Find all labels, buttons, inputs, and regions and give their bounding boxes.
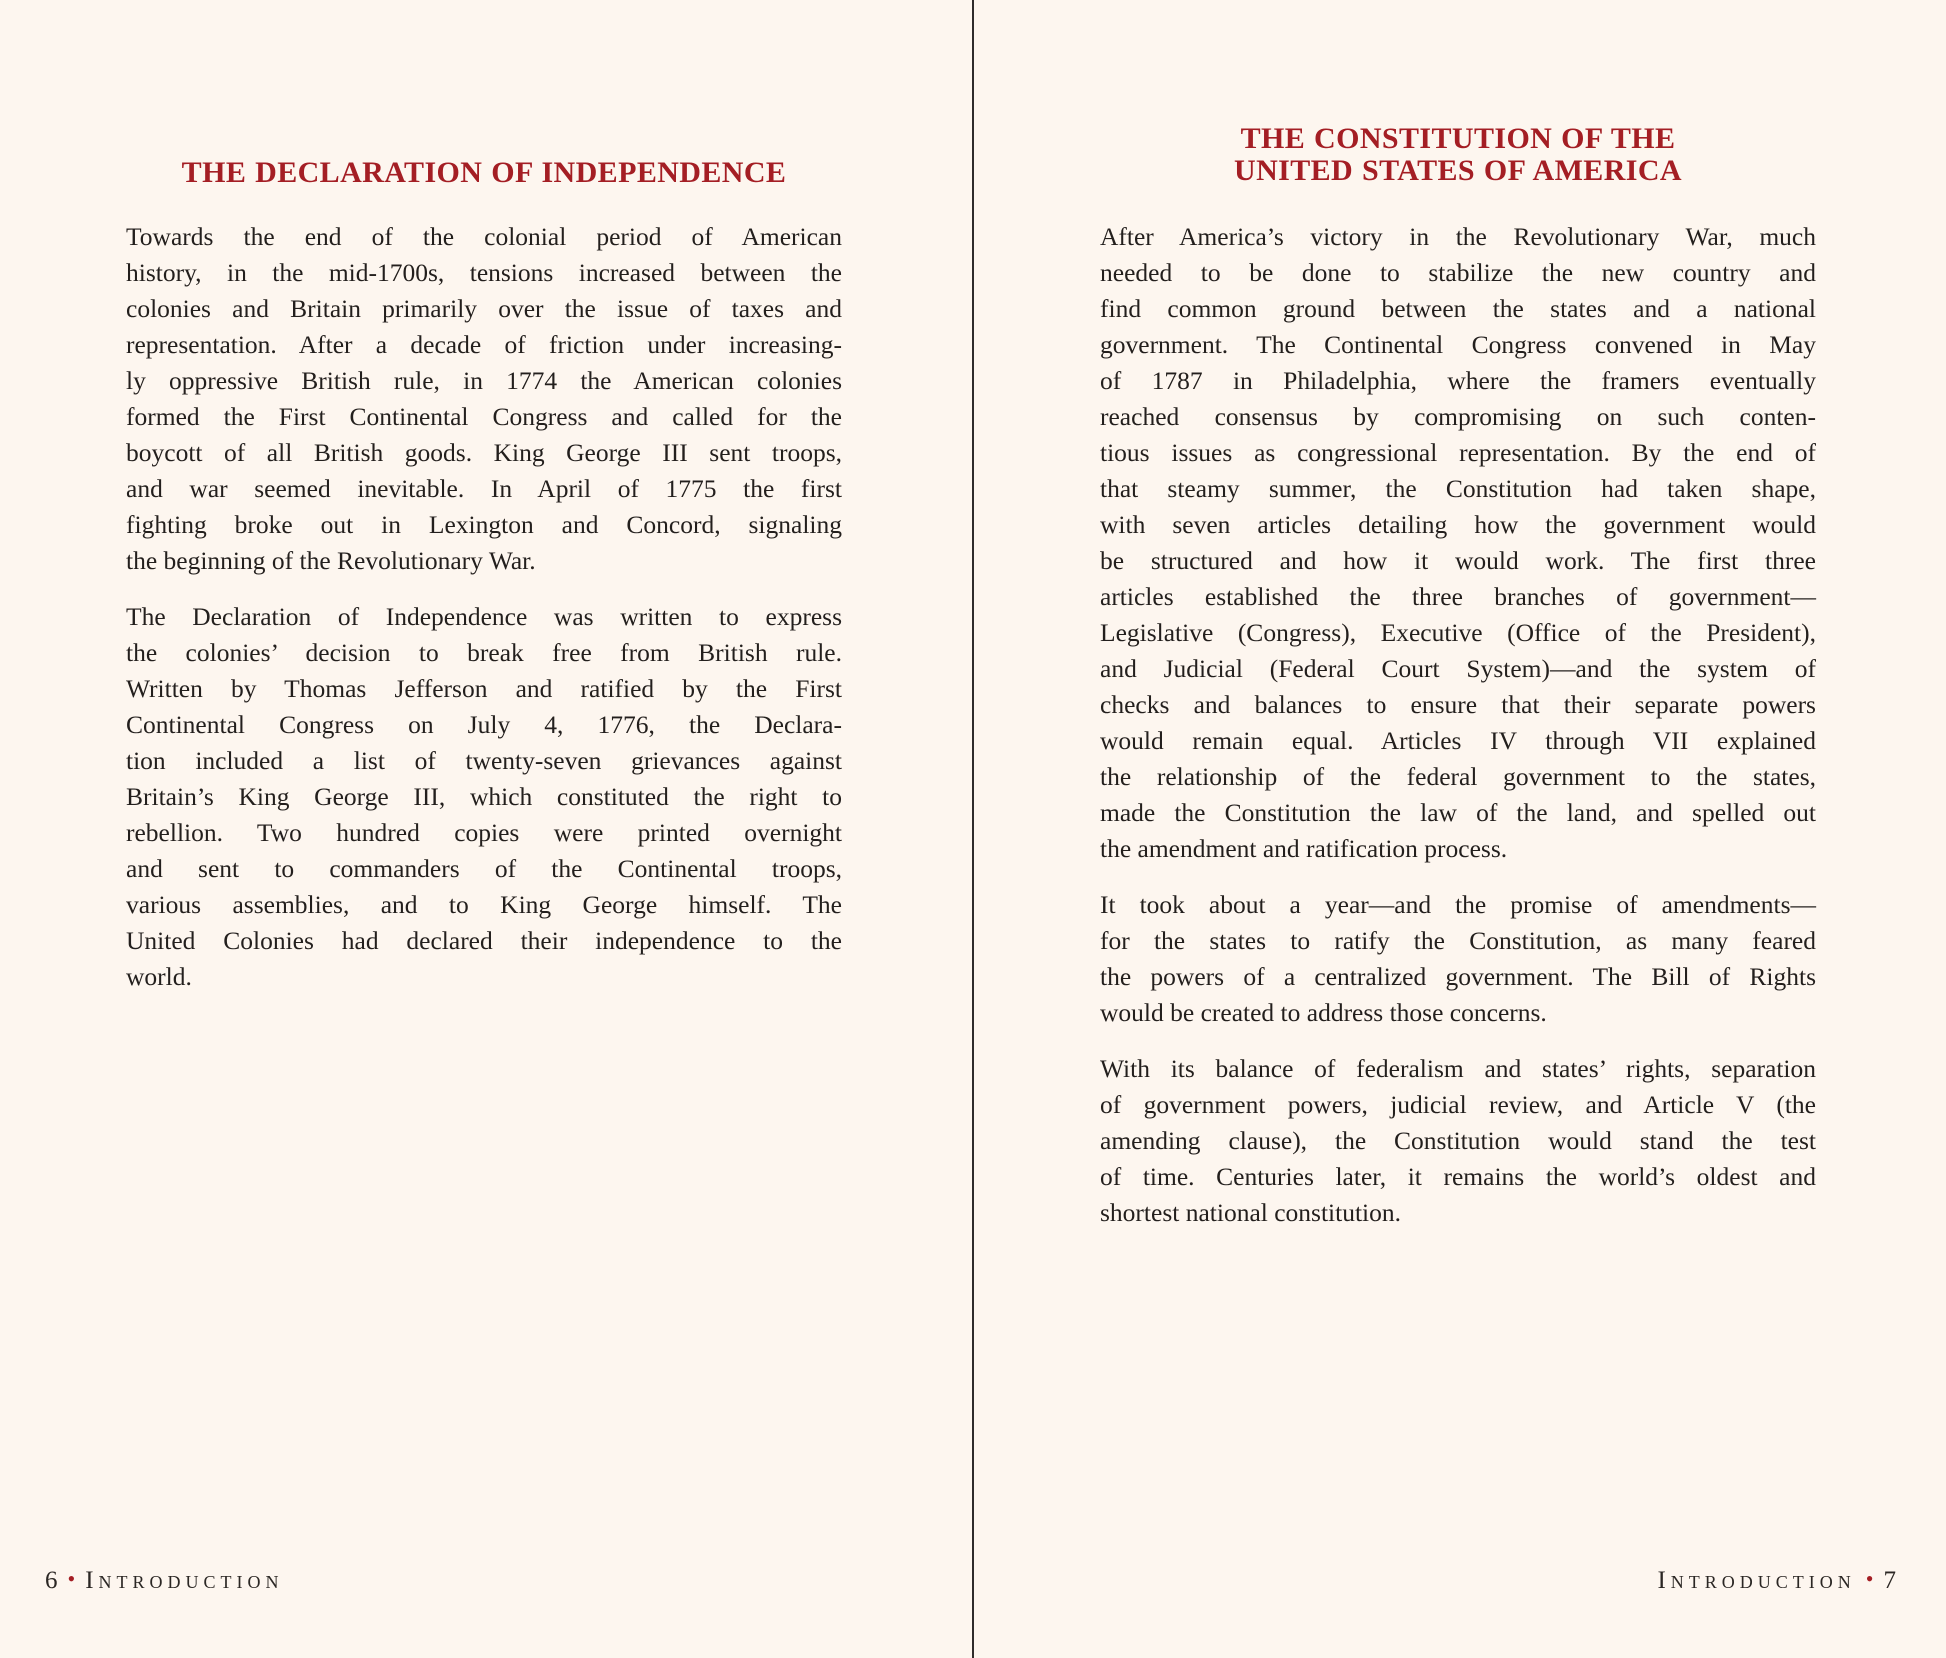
text-line: government. The Continental Congress convened in May bbox=[1100, 330, 1816, 359]
paragraph bbox=[1100, 219, 1816, 867]
text-line: the amendment and ratification process. bbox=[1100, 834, 1508, 863]
right-heading-line1: THE CONSTITUTION OF THE bbox=[1240, 122, 1676, 155]
text-line: history, in the mid-1700s, tensions increased between the bbox=[126, 258, 842, 287]
text-line: world. bbox=[126, 962, 192, 991]
left-page-number: 6 bbox=[45, 1567, 58, 1594]
text-line: It took about a year—and the promise of amendments— bbox=[1100, 890, 1816, 919]
text-line: be structured and how it would work. The first three bbox=[1100, 546, 1816, 575]
text-line: United Colonies had declared their independence to the bbox=[126, 926, 842, 955]
text-line: of time. Centuries later, it remains the world’s oldest and bbox=[1100, 1162, 1816, 1191]
text-line: checks and balances to ensure that their separate powers bbox=[1100, 690, 1816, 719]
text-line: with seven articles detailing how the government would bbox=[1100, 510, 1816, 539]
paragraph bbox=[126, 599, 842, 995]
text-line: tion included a list of twenty-seven grievances against bbox=[126, 746, 842, 775]
footer-bullet: • bbox=[67, 1566, 76, 1591]
text-line: Continental Congress on July 4, 1776, the Declara- bbox=[126, 710, 842, 739]
text-line: tious issues as congressional representation. By the end of bbox=[1100, 438, 1816, 467]
text-line: boycott of all British goods. King George III sent troops, bbox=[126, 438, 842, 467]
right-page bbox=[974, 0, 1946, 1658]
text-line: the beginning of the Revolutionary War. bbox=[126, 546, 536, 575]
text-line: and Judicial (Federal Court System)—and the system of bbox=[1100, 654, 1816, 683]
text-line: for the states to ratify the Constitution, as many feared bbox=[1100, 926, 1816, 955]
right-footer-section: Introduction bbox=[1657, 1567, 1856, 1594]
text-line: formed the First Continental Congress and called for the bbox=[126, 402, 842, 431]
paragraph bbox=[126, 219, 842, 579]
text-line: representation. After a decade of friction under increasing- bbox=[126, 330, 842, 359]
text-line: needed to be done to stabilize the new country and bbox=[1100, 258, 1816, 287]
paragraph bbox=[1100, 1051, 1816, 1231]
text-line: Legislative (Congress), Executive (Office of the President), bbox=[1100, 618, 1816, 647]
text-line: of government powers, judicial review, and Article V (the bbox=[1100, 1090, 1816, 1119]
text-line: colonies and Britain primarily over the issue of taxes and bbox=[126, 294, 842, 323]
text-line: With its balance of federalism and states’ rights, separation bbox=[1100, 1054, 1816, 1083]
text-line: rebellion. Two hundred copies were printed overnight bbox=[126, 818, 842, 847]
text-line: that steamy summer, the Constitution had taken shape, bbox=[1100, 474, 1816, 503]
text-line: amending clause), the Constitution would stand the test bbox=[1100, 1126, 1816, 1155]
text-line: would be created to address those concerns. bbox=[1100, 998, 1547, 1027]
text-line: various assemblies, and to King George himself. The bbox=[126, 890, 842, 919]
left-footer-section: Introduction bbox=[85, 1567, 284, 1594]
text-line: and sent to commanders of the Continental troops, bbox=[126, 854, 842, 883]
left-page-heading: THE DECLARATION OF INDEPENDENCE bbox=[181, 156, 787, 189]
right-page-footer bbox=[1657, 1566, 1896, 1595]
right-page-heading bbox=[1100, 123, 1816, 187]
text-line: articles established the three branches of government— bbox=[1100, 582, 1816, 611]
left-page-body bbox=[126, 219, 842, 1015]
footer-bullet: • bbox=[1865, 1566, 1874, 1591]
text-line: Britain’s King George III, which constituted the right to bbox=[126, 782, 842, 811]
text-line: After America’s victory in the Revolutionary War, much bbox=[1100, 222, 1816, 251]
text-line: ly oppressive British rule, in 1774 the American colonies bbox=[126, 366, 842, 395]
text-line: shortest national constitution. bbox=[1100, 1198, 1402, 1227]
text-line: fighting broke out in Lexington and Concord, signaling bbox=[126, 510, 842, 539]
text-line: reached consensus by compromising on such conten- bbox=[1100, 402, 1816, 431]
text-line: The Declaration of Independence was written to express bbox=[126, 602, 842, 631]
text-line: Written by Thomas Jefferson and ratified by the First bbox=[126, 674, 842, 703]
paragraph bbox=[1100, 887, 1816, 1031]
right-heading-line2: UNITED STATES OF AMERICA bbox=[1234, 154, 1682, 187]
text-line: the powers of a centralized government. The Bill of Rights bbox=[1100, 962, 1816, 991]
text-line: made the Constitution the law of the land, and spelled out bbox=[1100, 798, 1816, 827]
text-line: and war seemed inevitable. In April of 1775 the first bbox=[126, 474, 842, 503]
text-line: the colonies’ decision to break free from British rule. bbox=[126, 638, 842, 667]
text-line: Towards the end of the colonial period of American bbox=[126, 222, 842, 251]
right-page-number: 7 bbox=[1883, 1567, 1896, 1594]
text-line: the relationship of the federal government to the states, bbox=[1100, 762, 1816, 791]
text-line: find common ground between the states and a national bbox=[1100, 294, 1816, 323]
left-page-footer bbox=[45, 1566, 284, 1595]
text-line: would remain equal. Articles IV through VII explained bbox=[1100, 726, 1816, 755]
right-page-body bbox=[1100, 219, 1816, 1251]
left-page bbox=[0, 0, 972, 1658]
text-line: of 1787 in Philadelphia, where the framers eventually bbox=[1100, 366, 1816, 395]
